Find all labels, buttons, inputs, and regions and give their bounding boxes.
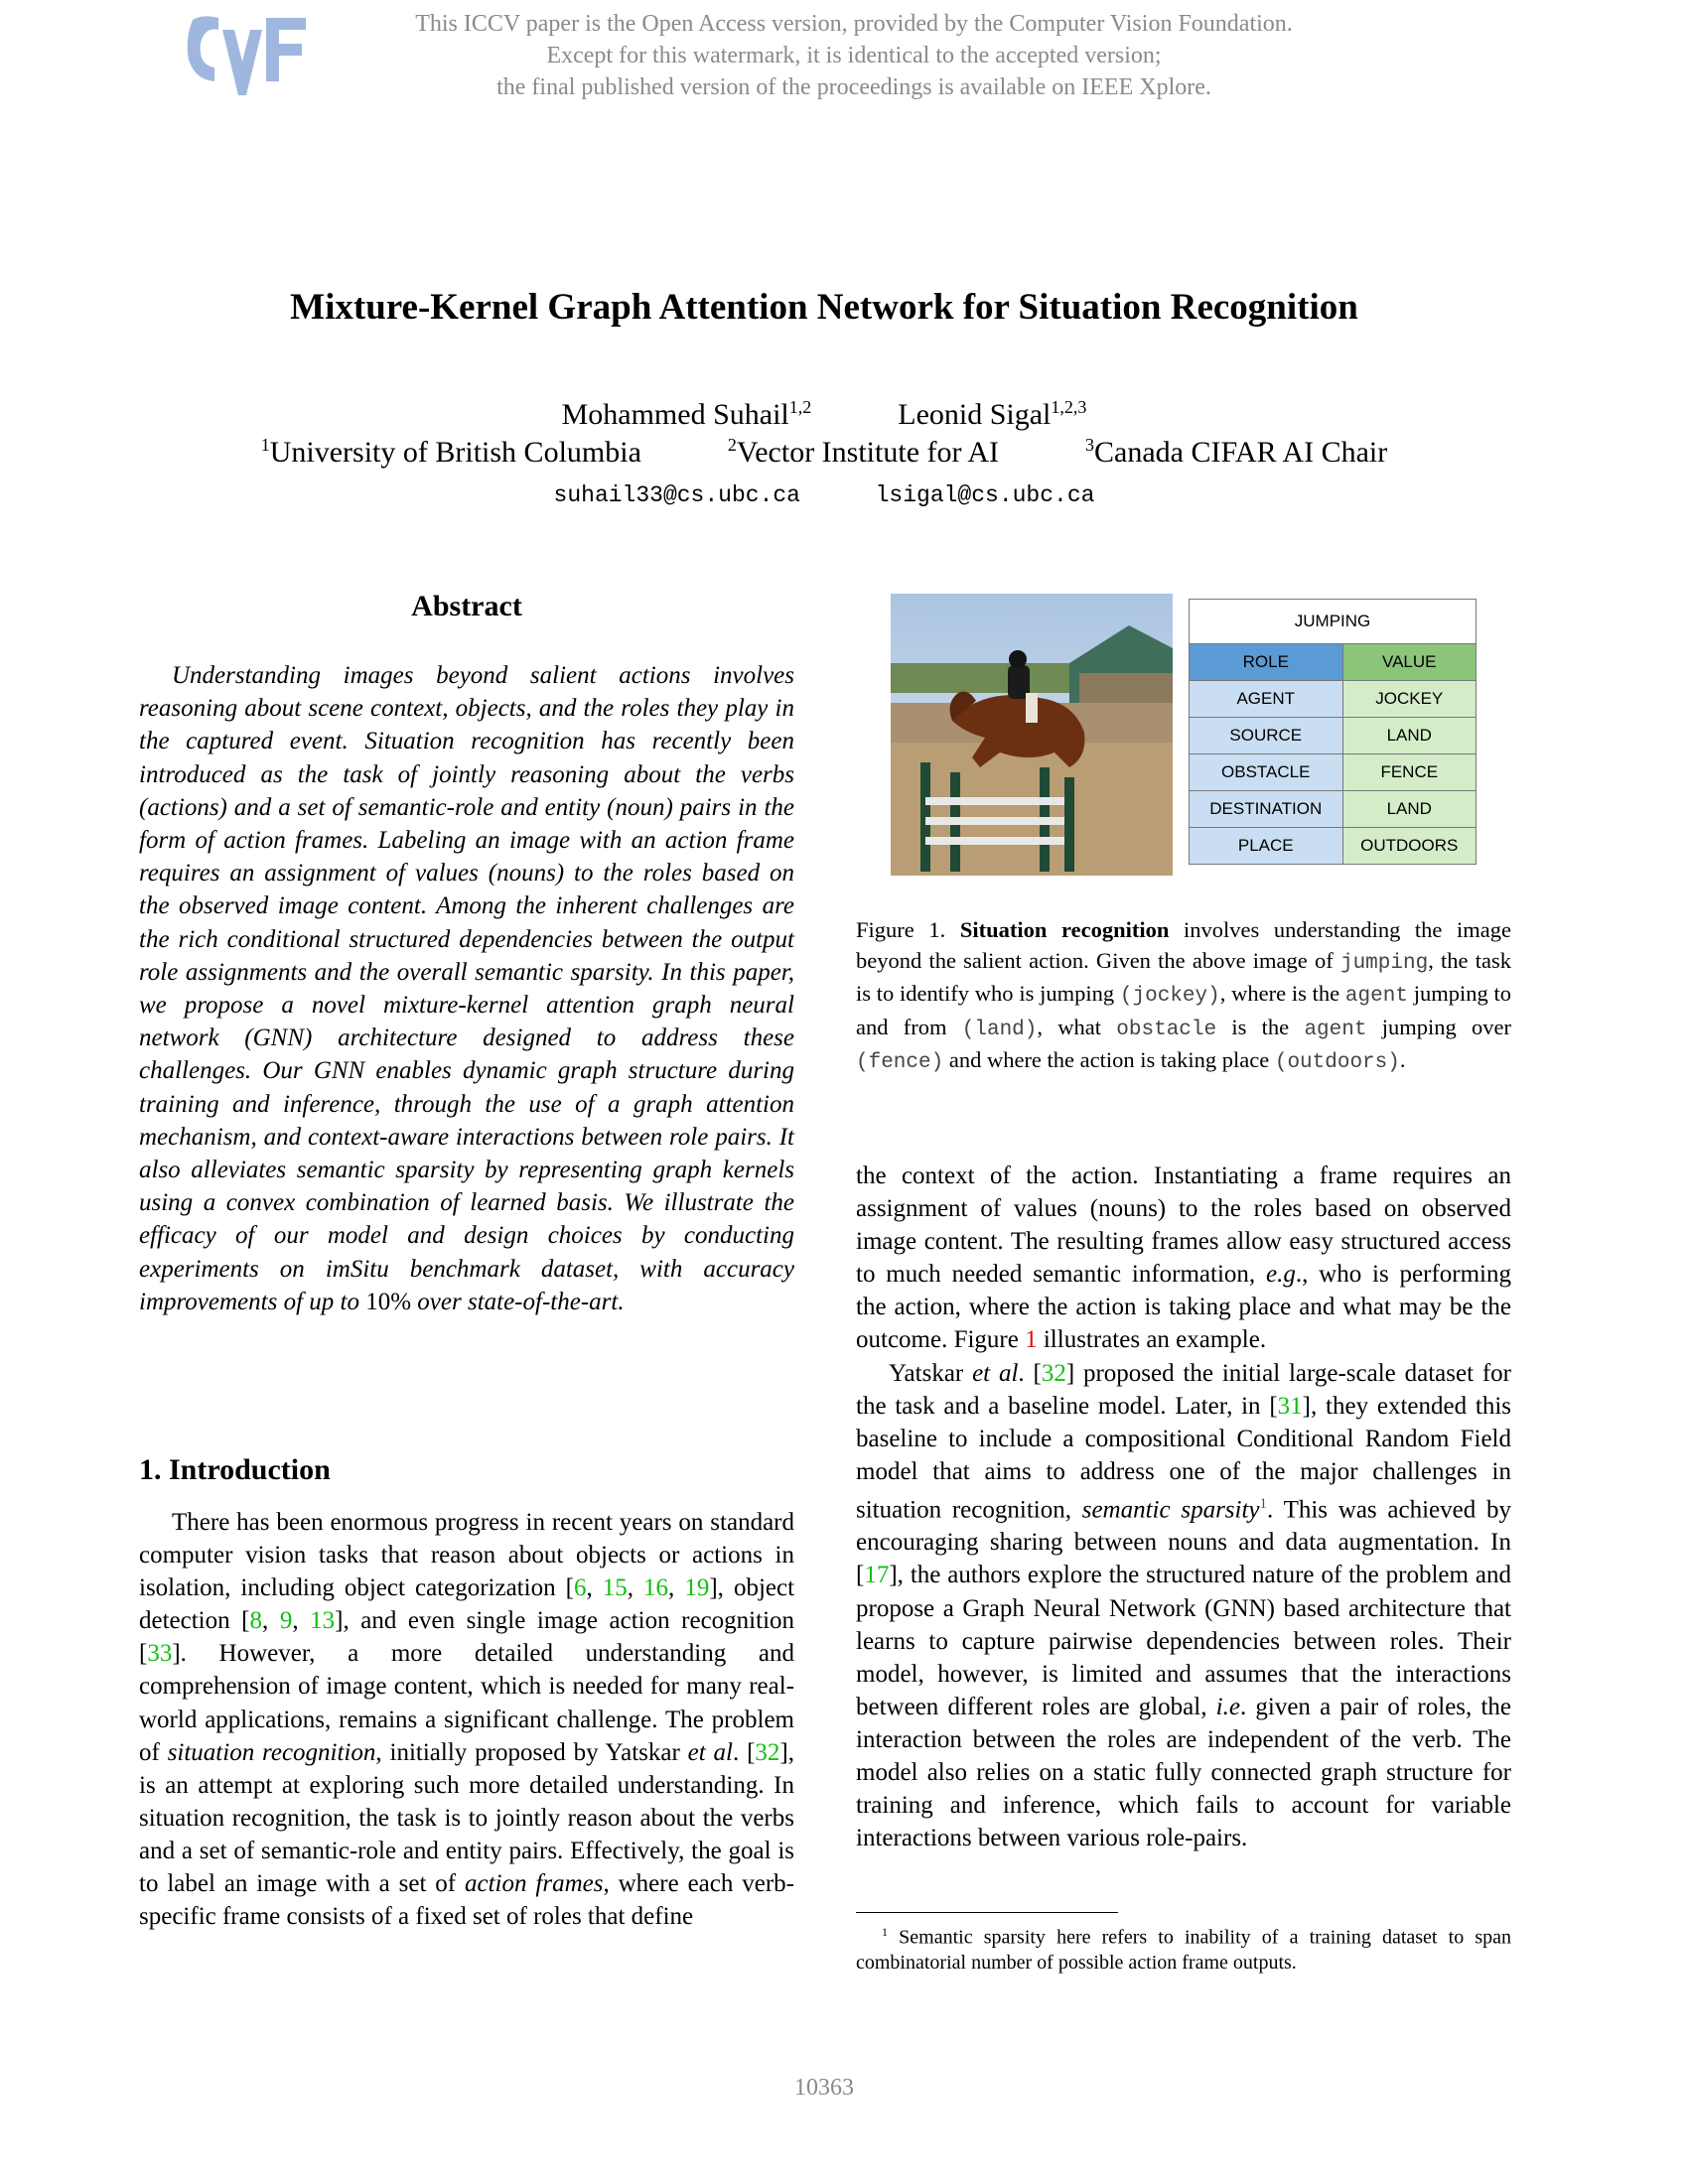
- frame-value: FENCE: [1342, 754, 1476, 791]
- citation-link[interactable]: 6: [573, 1574, 587, 1602]
- frame-header-role: ROLE: [1190, 644, 1343, 681]
- caption-text: is the: [1216, 1014, 1305, 1039]
- citation-link[interactable]: 15: [602, 1574, 628, 1602]
- citation-link[interactable]: 32: [1041, 1359, 1066, 1387]
- frame-role: PLACE: [1190, 828, 1343, 865]
- cvf-logo-icon: [185, 10, 308, 99]
- intro-text-run: There has been enormous progress in recent years on standard computer vision tasks that reason about objects or actions in isolation, including object categorization [: [139, 1509, 794, 1602]
- caption-text: and where the action is taking place: [943, 1047, 1275, 1072]
- body-text-run: the context of the action. Instantiating a frame requires an assignment of values (nouns) to the roles based on observed image content. The resulting frames allow easy structured access to much needed semantic information,: [856, 1162, 1511, 1289]
- caption-text: , what: [1037, 1014, 1117, 1039]
- watermark-text: [357, 8, 1350, 103]
- caption-text: , the task is to identify who is jumping: [856, 947, 1511, 1006]
- citation-link[interactable]: 13: [310, 1607, 336, 1635]
- caption-code: (jockey): [1119, 985, 1220, 1008]
- body-text-run: ., who is performing the action, where the action is taking place and what may be the outcome. Figure: [856, 1261, 1511, 1354]
- email-address[interactable]: suhail33@cs.ubc.ca: [553, 482, 800, 508]
- author-name: Leonid Sigal: [898, 398, 1052, 431]
- body-text-run: Yatskar: [889, 1359, 973, 1387]
- figure-1-caption: [856, 915, 1511, 1079]
- caption-code: (fence): [856, 1051, 944, 1074]
- intro-text-run: ]. However, a more detailed understanding and comprehension of image content, which is needed for many real-world applications, remains a significant challenge. The problem of: [139, 1640, 794, 1766]
- frame-value: OUTDOORS: [1342, 828, 1476, 865]
- frame-role: DESTINATION: [1190, 791, 1343, 828]
- caption-code: agent: [1304, 1018, 1367, 1041]
- abstract-text: [139, 659, 794, 1318]
- abstract-heading: Abstract: [411, 590, 522, 622]
- affiliation-sup: 3: [1085, 435, 1094, 455]
- table-row: [1190, 828, 1477, 865]
- caption-code: agent: [1344, 985, 1408, 1008]
- frame-role: SOURCE: [1190, 718, 1343, 754]
- affiliation-name: University of British Columbia: [269, 436, 641, 469]
- body-emphasis: semantic sparsity: [1081, 1496, 1260, 1524]
- intro-emphasis: et al: [687, 1738, 733, 1766]
- body-text-run: ] proposed the initial large-scale dataset for the task and a baseline model. Later, in [: [856, 1359, 1511, 1420]
- body-text-run: ], the authors explore the structured nature of the problem and propose a Graph Neural Network (GNN) based architecture that learns to capture pairwise dependencies between roles. Their model, however, is limited and assumes that the interactions between different roles are global,: [856, 1562, 1511, 1720]
- frame-header-value: VALUE: [1342, 644, 1476, 681]
- footnote: [856, 1920, 1511, 1976]
- intro-text: There has been enormous progress in recent years on standard computer vision tasks that reason about objects or actions in isolation, including object categorization [6, 15, 16, 19], object detection [8, 9, 13], and even single image action recognition [33]. However, a more detailed understanding and comprehension of image content, which is needed for many real-world applications, remains a significant challenge. The problem of situation recognition, initially proposed by Yatskar et al. [32], is an attempt at exploring such more detailed understanding. In situation recognition, the task is to jointly reason about the verbs and a set of semantic-role and entity pairs. Effectively, the goal is to label an image with a set of action frames, where each verb-specific frame consists of a fixed set of roles that define: [139, 1509, 795, 1931]
- caption-label: Figure 1.: [856, 917, 946, 942]
- caption-code: obstacle: [1116, 1018, 1217, 1041]
- body-text-run: . This was achieved by encouraging sharing between nouns and data augmentation. In [: [856, 1496, 1511, 1589]
- section-heading-introduction: 1. Introduction: [139, 1453, 331, 1486]
- right-column-text: [856, 1160, 1511, 1854]
- caption-text: jumping to and from: [856, 981, 1511, 1039]
- intro-emphasis: action frames: [465, 1870, 604, 1898]
- abstract-percent: 10%: [365, 1288, 412, 1315]
- abstract-tail: over state-of-the-art.: [417, 1288, 625, 1315]
- paper-title: Mixture-Kernel Graph Attention Network for Situation Recognition: [290, 287, 1358, 328]
- body-text-run: . given a pair of roles, the interaction between the roles are independent of the verb. The model also relies on a static fully connected graph structure for training and inference, which fails to account for variable interactions between various role-pairs.: [856, 1693, 1512, 1852]
- frame-value: LAND: [1342, 718, 1476, 754]
- body-text-run: ], they extended this baseline to include a compositional Conditional Random Field model that aims to address one of the major challenges in situation recognition,: [856, 1392, 1511, 1524]
- affiliation-name: Vector Institute for AI: [736, 436, 999, 469]
- intro-text-run: ], and even single image action recognition [: [139, 1607, 795, 1668]
- citation-link[interactable]: 17: [864, 1562, 890, 1589]
- body-text-run: illustrates an example.: [1037, 1326, 1267, 1354]
- figure-1-photo: [891, 594, 1173, 876]
- caption-text: involves understanding the image beyond the salient action. Given the above image of: [856, 917, 1512, 973]
- intro-text-run: ], object detection [: [139, 1574, 795, 1635]
- caption-text: , where is the: [1219, 981, 1345, 1006]
- frame-value: JOCKEY: [1342, 681, 1476, 718]
- table-row: [1190, 718, 1477, 754]
- watermark-line-3: the final published version of the proceedings is available on IEEE Xplore.: [496, 74, 1211, 100]
- abstract-paragraph: Understanding images beyond salient actions involves reasoning about scene context, objects, and the roles they play in the captured event. Situation recognition has recently been introduced as the task of jointly reasoning about the verbs (actions) and a set of semantic-role and entity (noun) pairs in the form of action frames. Labeling an image with an action frame requires an assignment of values (nouns) to the roles based on the observed image content. Among the inherent challenges are the rich conditional structured dependencies between the output role assignments and the overall semantic sparsity. In this paper, we propose a novel mixture-kernel attention graph neural network (GNN) architecture designed to address these challenges. Our GNN enables dynamic graph structure during training and inference, through the use of a graph attention mechanism, and context-aware interactions between role pairs. It also alleviates semantic sparsity by representing graph kernels using a convex combination of learned basis. We illustrate the efficacy of our model and design choices by conducting experiments on imSitu benchmark dataset, with accuracy improvements of up to: [139, 662, 794, 1315]
- watermark-line-2: Except for this watermark, it is identical to the accepted version;: [546, 43, 1162, 68]
- affiliation-sup: 1: [260, 435, 270, 455]
- figure-reference-link[interactable]: 1: [1025, 1326, 1038, 1354]
- page-number: 10363: [794, 2075, 854, 2101]
- frame-role: OBSTACLE: [1190, 754, 1343, 791]
- body-emphasis: e.g: [1265, 1261, 1296, 1289]
- intro-text-run: ], is an attempt at exploring such more detailed understanding. In situation recognition, the task is to jointly reason about the verbs and a set of semantic-role and entity pairs. Effectively, the goal is to label an image with a set of: [139, 1738, 794, 1898]
- frame-role: AGENT: [1190, 681, 1343, 718]
- table-row: [1190, 754, 1477, 791]
- action-frame-table: [1189, 599, 1477, 865]
- author-sup: 1,2: [788, 397, 812, 417]
- body-emphasis: i.e: [1215, 1693, 1240, 1720]
- caption-code: (land): [961, 1018, 1038, 1041]
- frame-verb: JUMPING: [1190, 600, 1477, 644]
- body-text-run: . [: [1018, 1359, 1042, 1387]
- author-list: [0, 397, 1648, 432]
- email-address[interactable]: lsigal@cs.ubc.ca: [875, 482, 1095, 508]
- intro-text-run: , where each verb-specific frame consists of a fixed set of roles that define: [139, 1870, 794, 1931]
- affiliation-sup: 2: [727, 435, 737, 455]
- author-sup: 1,2,3: [1051, 397, 1087, 417]
- intro-emphasis: situation recognition: [167, 1738, 376, 1766]
- email-list: [0, 482, 1648, 508]
- citation-link[interactable]: 33: [147, 1640, 173, 1668]
- footnote-divider: [856, 1912, 1118, 1913]
- citation-link[interactable]: 9: [279, 1607, 293, 1635]
- watermark-line-1: This ICCV paper is the Open Access version, provided by the Computer Vision Foundation.: [415, 11, 1293, 37]
- author-name: Mohammed Suhail: [561, 398, 789, 431]
- caption-code: jumping: [1339, 951, 1429, 975]
- frame-value: LAND: [1342, 791, 1476, 828]
- caption-code: (outdoors): [1274, 1051, 1400, 1074]
- footnote-marker-link[interactable]: 1: [1259, 1495, 1268, 1512]
- caption-text: .: [1399, 1047, 1406, 1072]
- citation-link[interactable]: 16: [643, 1574, 669, 1602]
- caption-bold: Situation recognition: [959, 917, 1170, 942]
- body-emphasis: et al: [972, 1359, 1019, 1387]
- footnote-text: Semantic sparsity here refers to inability of a training dataset to span combinatorial number of possible action frame outputs.: [856, 1926, 1511, 1974]
- citation-link[interactable]: 8: [249, 1607, 262, 1635]
- table-row: [1190, 791, 1477, 828]
- citation-link[interactable]: 19: [684, 1574, 710, 1602]
- caption-text: jumping over: [1366, 1014, 1511, 1039]
- affiliation-name: Canada CIFAR AI Chair: [1094, 436, 1388, 469]
- intro-text-run: . [: [732, 1738, 756, 1766]
- affiliation-list: [0, 435, 1648, 470]
- table-row: [1190, 681, 1477, 718]
- citation-link[interactable]: 31: [1277, 1392, 1303, 1420]
- footnote-number: 1: [882, 1925, 888, 1939]
- intro-text-run: , initially proposed by Yatskar: [375, 1738, 688, 1766]
- citation-link[interactable]: 32: [755, 1738, 780, 1766]
